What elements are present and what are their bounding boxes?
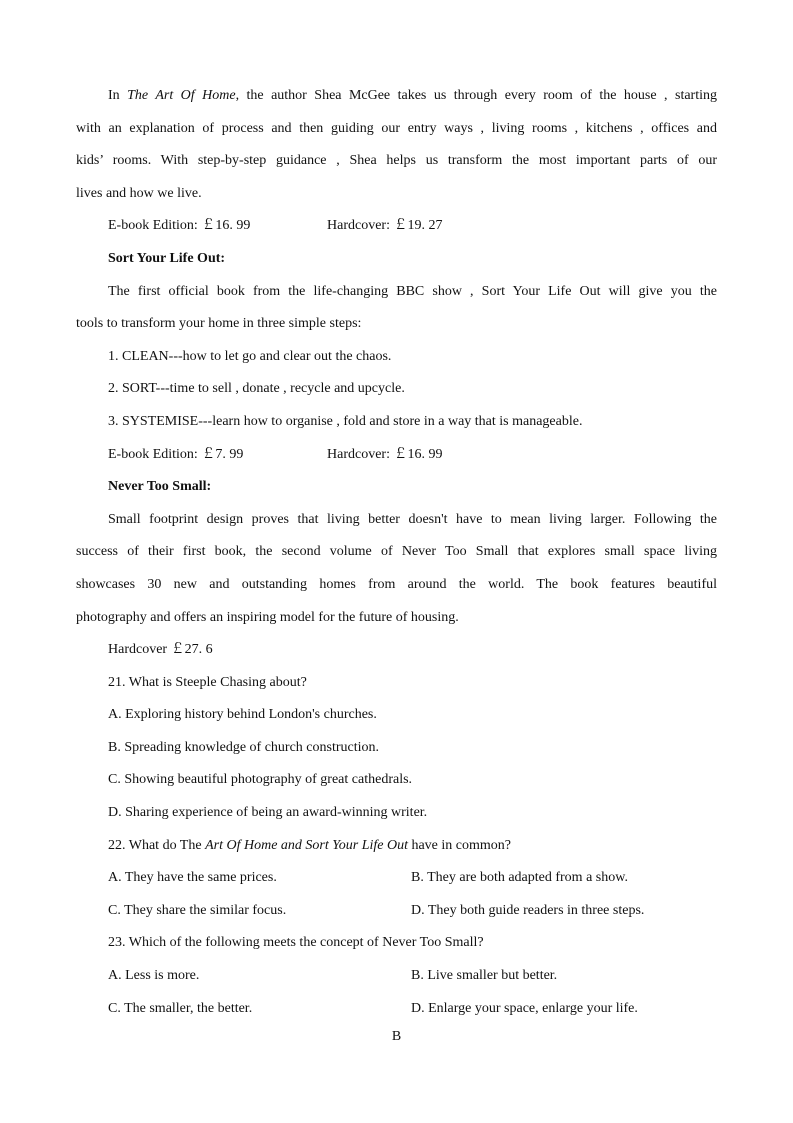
question-21-option-a: A. Exploring history behind London's churches. — [108, 707, 377, 723]
passage-c-price: Hardcover ￡27. 6 — [108, 642, 213, 658]
passage-a-prices — [76, 210, 717, 243]
question-23-options-ab — [76, 960, 717, 993]
text-run: 22. What do The — [108, 837, 206, 853]
question-22-options-ab — [76, 862, 717, 895]
question-21-option-b: B. Spreading knowledge of church construction. — [108, 739, 379, 755]
passage-a-line-3: kids’ rooms. With step-by-step guidance , Shea helps us transform the most important parts of our — [76, 153, 717, 169]
section-label-b: B — [391, 1029, 402, 1044]
hardcover-price: Hardcover: ￡16. 99 — [327, 446, 443, 462]
passage-b-line-1: The first official book from the life-changing BBC show , Sort Your Life Out will give you the — [108, 283, 717, 299]
question-21-option-d: D. Sharing experience of being an award-winning writer. — [108, 805, 428, 821]
question-21-stem: 21. What is Steeple Chasing about? — [108, 674, 307, 690]
question-23-options-cd — [76, 993, 717, 1026]
question-22-options-cd — [76, 895, 717, 928]
question-22-option-a: A. They have the same prices. — [108, 870, 277, 886]
passage-c-line-4: photography and offers an inspiring model for the future of housing. — [76, 609, 459, 625]
step-3: 3. SYSTEMISE---learn how to organise , fold and store in a way that is manageable. — [108, 413, 583, 429]
passage-a-line-2: with an explanation of process and then guiding our entry ways , living rooms , kitchens , offices and — [76, 120, 717, 136]
step-1: 1. CLEAN---how to let go and clear out the chaos. — [108, 348, 392, 364]
passage-c-line-2: success of their first book, the second volume of Never Too Small that explores small space living — [76, 544, 717, 560]
question-23-option-c: C. The smaller, the better. — [108, 1000, 253, 1016]
question-23-option-d: D. Enlarge your space, enlarge your life. — [411, 1000, 638, 1016]
passage-b-prices — [76, 439, 717, 472]
ebook-price: E-book Edition: ￡7. 99 — [108, 446, 244, 462]
page-content — [76, 80, 717, 1025]
text-run: have in common? — [407, 837, 511, 853]
book-title-italic: The Art Of Home — [127, 88, 236, 103]
passage-a-line-4: lives and how we live. — [76, 185, 202, 201]
hardcover-price: Hardcover: ￡19. 27 — [327, 218, 443, 234]
question-21-option-c: C. Showing beautiful photography of great cathedrals. — [108, 772, 413, 788]
passage-c-line-1: Small footprint design proves that living better doesn't have to mean living larger. Following the — [108, 511, 717, 527]
question-22-option-d: D. They both guide readers in three steps. — [411, 902, 645, 918]
question-23-option-a: A. Less is more. — [108, 968, 200, 984]
step-2: 2. SORT---time to sell , donate , recycle and upcycle. — [108, 381, 405, 397]
ebook-price: E-book Edition: ￡16. 99 — [108, 218, 251, 234]
text-run: In — [108, 88, 128, 103]
question-22-option-b: B. They are both adapted from a show. — [411, 870, 628, 886]
passage-c-heading: Never Too Small: — [108, 479, 212, 495]
passage-a-line-1 — [76, 80, 717, 113]
passage-b-line-2: tools to transform your home in three simple steps: — [76, 316, 362, 332]
book-titles-italic: Art Of Home and Sort Your Life Out — [205, 837, 408, 853]
question-22-option-c: C. They share the similar focus. — [108, 902, 287, 918]
passage-c-line-3: showcases 30 new and outstanding homes from around the world. The book features beautiful — [76, 576, 717, 592]
passage-b-heading: Sort Your Life Out: — [108, 250, 226, 266]
text-run: , the author Shea McGee takes us through every room of the house , starting — [235, 88, 717, 103]
question-23-stem: 23. Which of the following meets the concept of Never Too Small? — [108, 935, 484, 951]
question-23-option-b: B. Live smaller but better. — [411, 968, 558, 984]
question-22-stem — [76, 830, 717, 863]
